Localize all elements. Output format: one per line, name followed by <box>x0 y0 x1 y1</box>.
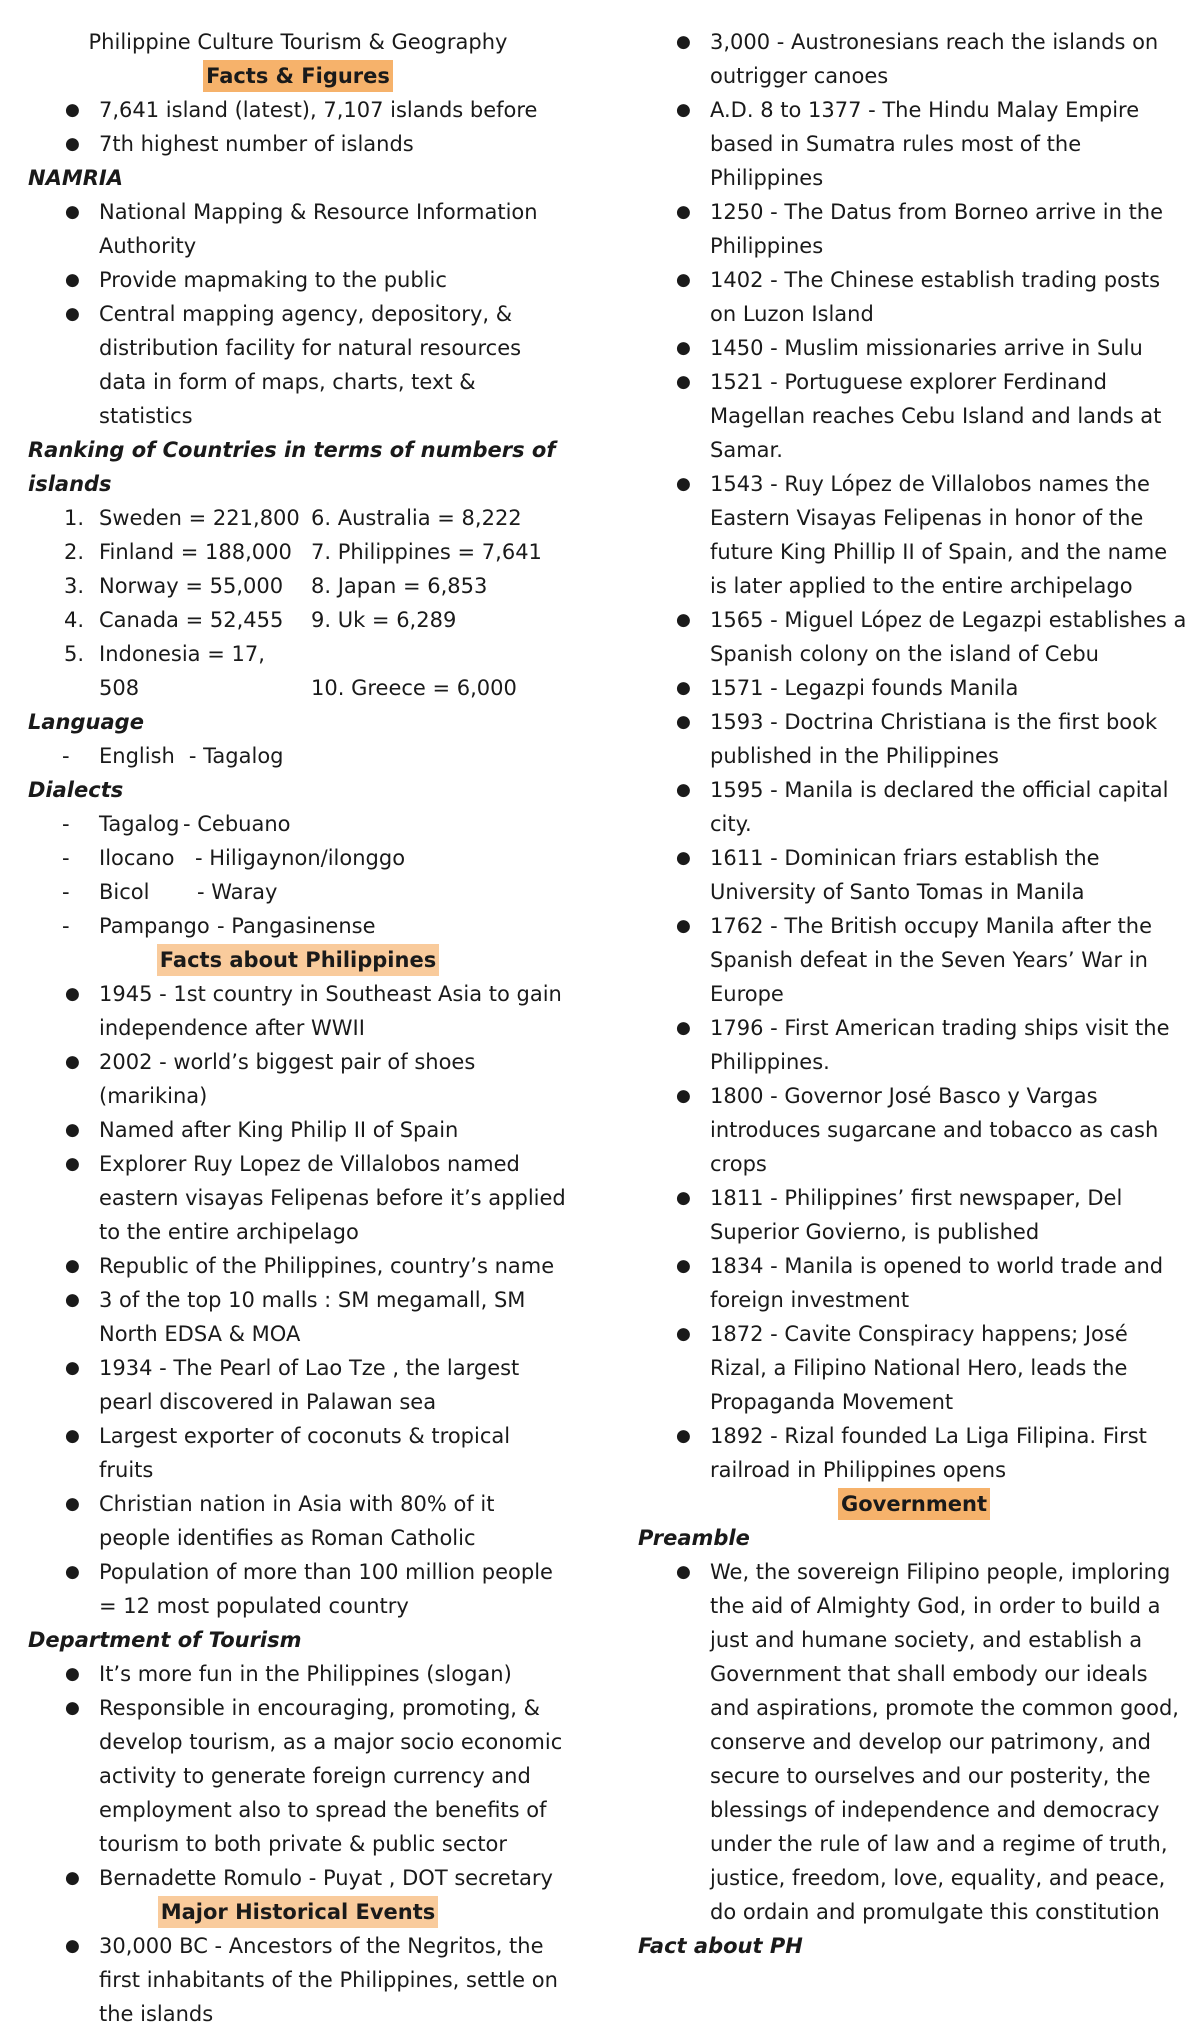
list-item: ● Republic of the Philippines, country’s name <box>28 1249 568 1283</box>
list-item: ● Explorer Ruy Lopez de Villalobos named eastern visayas Felipenas before it’s applied to the entire archipelago <box>28 1147 568 1249</box>
list-item: ● A.D. 8 to 1377 - The Hindu Malay Empire based in Sumatra rules most of the Philippines <box>638 93 1190 195</box>
list-item: ● Bernadette Romulo - Puyat , DOT secretary <box>28 1861 568 1895</box>
dialects-heading: Dialects <box>28 778 124 802</box>
list-item: ● 1402 - The Chinese establish trading posts on Luzon Island <box>638 263 1190 331</box>
list-item: ● Population of more than 100 million people = 12 most populated country <box>28 1555 568 1623</box>
list-item: ● 1872 - Cavite Conspiracy happens; José Rizal, a Filipino National Hero, leads the Propaganda Movement <box>638 1317 1190 1419</box>
historical-events-heading-wrap <box>28 1895 568 1929</box>
bullet-icon: ● <box>676 474 691 494</box>
list-item: ● 1834 - Manila is opened to world trade and foreign investment <box>638 1249 1190 1317</box>
language-row: - English - Tagalog <box>28 739 568 773</box>
bullet-icon: ● <box>65 304 80 324</box>
bullet-icon: ● <box>65 134 80 154</box>
facts-philippines-heading: Facts about Philippines <box>157 944 439 976</box>
document-title: Philippine Culture Tourism & Geography <box>88 30 508 54</box>
list-item: ● Named after King Philip II of Spain <box>28 1113 568 1147</box>
bullet-icon: ● <box>65 100 80 120</box>
list-item: ● 1571 - Legazpi founds Manila <box>638 671 1190 705</box>
dash-marker: - <box>62 880 70 904</box>
list-item: ● 3 of the top 10 malls : SM megamall, SM North EDSA & MOA <box>28 1283 568 1351</box>
list-item: ● 1892 - Rizal founded La Liga Filipina. First railroad in Philippines opens <box>638 1419 1190 1487</box>
list-item: ● 1543 - Ruy López de Villalobos names the Eastern Visayas Felipenas in honor of the future King Phillip II of Spain, and the name is later applied to the entire archipelago <box>638 467 1190 603</box>
facts-philippines-heading-wrap <box>28 943 568 977</box>
list-item: ● 1450 - Muslim missionaries arrive in Sulu <box>638 331 1190 365</box>
dash-marker: - <box>62 812 70 836</box>
list-item: ● 1796 - First American trading ships visit the Philippines. <box>638 1011 1190 1079</box>
bullet-icon: ● <box>676 202 691 222</box>
list-item: ● 1762 - The British occupy Manila after the Spanish defeat in the Seven Years’ War in Europe <box>638 909 1190 1011</box>
list-item: ● 1593 - Doctrina Christiana is the first book published in the Philippines <box>638 705 1190 773</box>
bullet-icon: ● <box>676 610 691 630</box>
dash-marker: - <box>62 744 70 768</box>
bullet-icon: ● <box>676 848 691 868</box>
bullet-icon: ● <box>676 1018 691 1038</box>
bullet-icon: ● <box>65 1562 80 1582</box>
bullet-icon: ● <box>676 100 691 120</box>
list-item: ● 7th highest number of islands <box>28 127 568 161</box>
ranking-row: 3. Norway = 55,000 8. Japan = 6,853 <box>64 574 488 598</box>
bullet-icon: ● <box>65 1936 80 1956</box>
right-column <box>638 25 1190 1963</box>
list-item: ● Responsible in encouraging, promoting, & develop tourism, as a major socio economic activity to generate foreign currency and employment also to spread the benefits of tourism to both private & public sector <box>28 1691 568 1861</box>
bullet-icon: ● <box>676 1256 691 1276</box>
ranking-row: 4. Canada = 52,455 9. Uk = 6,289 <box>64 608 457 632</box>
list-item: ● Provide mapmaking to the public <box>28 263 568 297</box>
list-item: ● 2002 - world’s biggest pair of shoes (marikina) <box>28 1045 568 1113</box>
bullet-icon: ● <box>65 1494 80 1514</box>
namria-heading: NAMRIA <box>28 166 123 190</box>
bullet-icon: ● <box>676 372 691 392</box>
government-heading: Government <box>838 1488 990 1520</box>
list-item: ● 3,000 - Austronesians reach the islands on outrigger canoes <box>638 25 1190 93</box>
bullet-icon: ● <box>65 1290 80 1310</box>
bullet-icon: ● <box>676 712 691 732</box>
left-column <box>28 25 568 2031</box>
bullet-icon: ● <box>65 1698 80 1718</box>
bullet-icon: ● <box>65 270 80 290</box>
list-item: ● Central mapping agency, depository, & distribution facility for natural resources data in form of maps, charts, text & statistics <box>28 297 568 433</box>
government-heading-wrap <box>638 1487 1190 1521</box>
bullet-icon: ● <box>65 1120 80 1140</box>
ranking-row: 2. Finland = 188,000 7. Philippines = 7,641 <box>64 540 542 564</box>
list-item: ● 1934 - The Pearl of Lao Tze , the largest pearl discovered in Palawan sea <box>28 1351 568 1419</box>
bullet-icon: ● <box>65 1154 80 1174</box>
list-item: ● National Mapping & Resource Information Authority <box>28 195 568 263</box>
bullet-icon: ● <box>676 780 691 800</box>
bullet-icon: ● <box>65 1358 80 1378</box>
dialect-row: - Pampango - Pangasinense <box>28 909 568 943</box>
list-item: ● 1595 - Manila is declared the official capital city. <box>638 773 1190 841</box>
bullet-icon: ● <box>65 1664 80 1684</box>
bullet-icon: ● <box>676 32 691 52</box>
facts-figures-heading: Facts & Figures <box>203 60 393 92</box>
dialect-row: - Bicol - Waray <box>28 875 568 909</box>
list-item: ● 7,641 island (latest), 7,107 islands before <box>28 93 568 127</box>
bullet-icon: ● <box>676 270 691 290</box>
preamble-text: ● We, the sovereign Filipino people, imploring the aid of Almighty God, in order to build a just and humane society, and establish a Government that shall embody our ideals and aspirations, promote the common good, conserve and develop our patrimony, and secure to ourselves and our posterity, the blessings of independence and democracy under the rule of law and a regime of truth, justice, freedom, love, equality, and peace, do ordain and promulgate this constitution <box>638 1555 1190 1929</box>
dialect-row: - Ilocano - Hiligaynon/ilonggo <box>28 841 568 875</box>
dash-marker: - <box>62 914 70 938</box>
historical-events-heading: Major Historical Events <box>158 1896 439 1928</box>
list-item: ● It’s more fun in the Philippines (slogan) <box>28 1657 568 1691</box>
bullet-icon: ● <box>676 1188 691 1208</box>
bullet-icon: ● <box>65 202 80 222</box>
preamble-heading: Preamble <box>638 1526 750 1550</box>
facts-figures-heading-wrap <box>28 59 568 93</box>
ranking-heading: Ranking of Countries in terms of numbers of islands <box>28 438 556 496</box>
list-item: ● Largest exporter of coconuts & tropical fruits <box>28 1419 568 1487</box>
language-heading: Language <box>28 710 144 734</box>
bullet-icon: ● <box>676 1086 691 1106</box>
list-item: ● 1565 - Miguel López de Legazpi establishes a Spanish colony on the island of Cebu <box>638 603 1190 671</box>
dash-marker: - <box>62 846 70 870</box>
list-item: ● Christian nation in Asia with 80% of it people identifies as Roman Catholic <box>28 1487 568 1555</box>
list-item: ● 1250 - The Datus from Borneo arrive in the Philippines <box>638 195 1190 263</box>
list-item: ● 1945 - 1st country in Southeast Asia to gain independence after WWII <box>28 977 568 1045</box>
bullet-icon: ● <box>676 1562 691 1582</box>
list-item: ● 1521 - Portuguese explorer Ferdinand Magellan reaches Cebu Island and lands at Samar. <box>638 365 1190 467</box>
ranking-row: 1. Sweden = 221,800 6. Australia = 8,222 <box>64 506 522 530</box>
list-item: ● 1611 - Dominican friars establish the University of Santo Tomas in Manila <box>638 841 1190 909</box>
list-item: ● 1800 - Governor José Basco y Vargas introduces sugarcane and tobacco as cash crops <box>638 1079 1190 1181</box>
ranking-row: 5. Indonesia = 17, 508 10. Greece = 6,000 <box>64 642 517 700</box>
bullet-icon: ● <box>65 984 80 1004</box>
bullet-icon: ● <box>676 1324 691 1344</box>
dot-heading: Department of Tourism <box>28 1628 302 1652</box>
bullet-icon: ● <box>676 678 691 698</box>
bullet-icon: ● <box>65 1256 80 1276</box>
bullet-icon: ● <box>65 1426 80 1446</box>
bullet-icon: ● <box>676 916 691 936</box>
dialect-row: - Tagalog - Cebuano <box>28 807 568 841</box>
list-item: ● 1811 - Philippines’ first newspaper, Del Superior Govierno, is published <box>638 1181 1190 1249</box>
bullet-icon: ● <box>676 1426 691 1446</box>
bullet-icon: ● <box>676 338 691 358</box>
list-item: ● 30,000 BC - Ancestors of the Negritos, the first inhabitants of the Philippines, settle on the islands <box>28 1929 568 2031</box>
bullet-icon: ● <box>65 1868 80 1888</box>
bullet-icon: ● <box>65 1052 80 1072</box>
fact-about-ph-heading: Fact about PH <box>638 1934 803 1958</box>
